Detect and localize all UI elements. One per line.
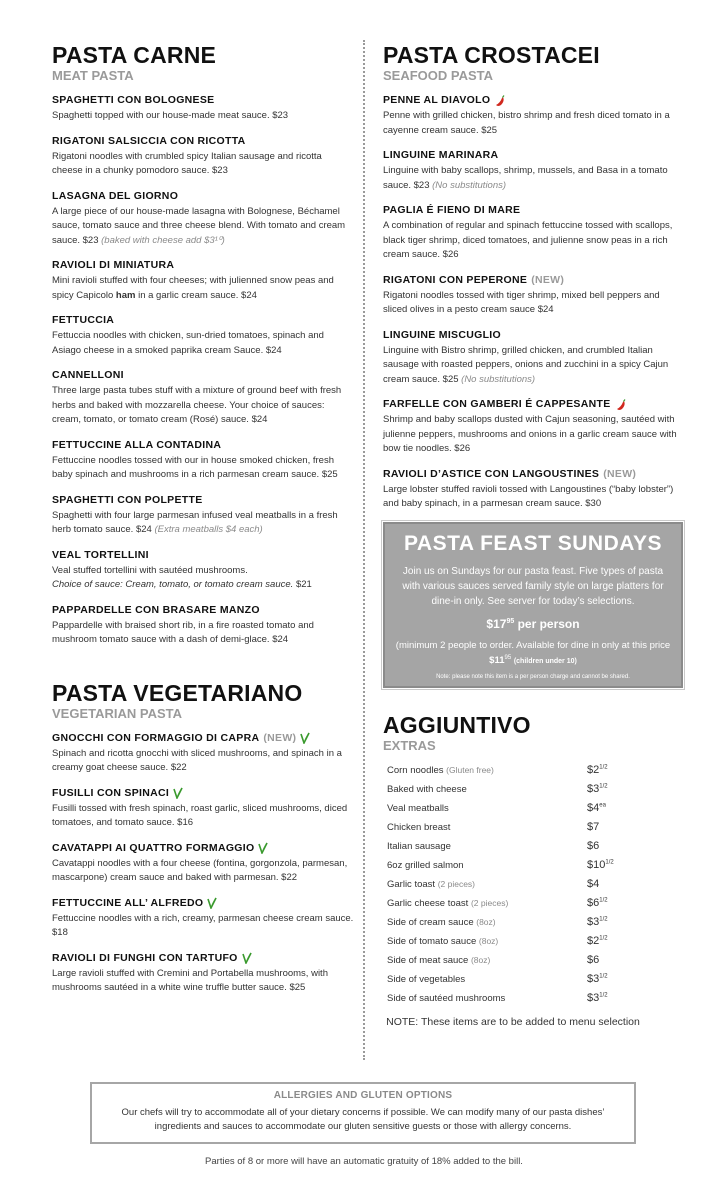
item-name: RAVIOLI DI MINIATURA	[52, 259, 175, 271]
extras-item-name	[387, 894, 587, 913]
extras-item-price	[587, 932, 627, 951]
section-subtitle-vegetariano: VEGETARIAN PASTA	[52, 705, 183, 721]
extras-row	[387, 818, 627, 837]
item-desc: Spaghetti topped with our house-made meat sauce. $23	[52, 110, 289, 121]
extras-row	[387, 780, 627, 799]
menu-item	[52, 896, 354, 941]
extras-item-label: 6oz grilled salmon	[387, 859, 464, 871]
extras-price-fraction: ea	[599, 802, 606, 809]
extras-price-dollars: $2	[587, 764, 600, 777]
extras-item-label: Veal meatballs	[387, 802, 449, 814]
feast-min-text: (minimum 2 people to order. Available for dine in only at this price	[395, 639, 671, 651]
extras-item-price	[587, 989, 627, 1008]
vegetarian-leaf-icon	[173, 787, 183, 799]
allergy-box	[90, 1082, 636, 1144]
menu-item	[52, 841, 354, 886]
extras-item-name	[387, 761, 587, 780]
extras-price-dollars: $6	[587, 897, 600, 910]
extras-row	[387, 989, 627, 1008]
extras-item-price	[587, 970, 627, 989]
item-desc-text: Spaghetti with four large parmesan infused veal meatballs in a fresh herb tomato sauce. $24	[52, 509, 338, 535]
item-name-row	[52, 951, 354, 966]
extras-price-dollars: $4	[587, 802, 600, 815]
right-column	[383, 42, 683, 1029]
extras-price-dollars: $6	[587, 840, 600, 853]
item-name-row	[52, 841, 354, 856]
extras-item-label: Side of vegetables	[387, 973, 466, 985]
item-desc-text: Veal stuffed tortellini with sautéed mushrooms.	[52, 564, 248, 576]
extras-row	[387, 970, 627, 989]
item-name: FUSILLI CON SPINACI	[52, 786, 170, 799]
extras-item-label: Chicken breast	[387, 821, 451, 833]
item-name: FETTUCCINE ALL’ ALFREDO	[52, 896, 204, 909]
extras-item-qualifier: (8oz)	[478, 935, 499, 946]
item-note: (No substitutions)	[461, 373, 536, 385]
extras-price-fraction: 1/2	[599, 935, 608, 942]
menu-item	[383, 328, 683, 388]
item-name: LINGUINE MISCUGLIO	[383, 328, 501, 341]
item-desc-bold: ham	[115, 289, 136, 301]
extras-item-label: Baked with cheese	[387, 783, 467, 795]
item-name-row	[52, 786, 354, 801]
menu-item	[52, 438, 354, 483]
menu-item	[383, 93, 683, 138]
spacer	[52, 658, 354, 680]
extras-item-label: Garlic toast	[387, 878, 436, 890]
extras-price-dollars: $3	[587, 783, 600, 796]
extras-table	[387, 761, 627, 1008]
menu-item	[383, 273, 683, 318]
extras-item-qualifier: (8oz)	[476, 916, 496, 927]
item-desc	[52, 564, 354, 593]
extras-item-label: Garlic cheese toast	[387, 897, 469, 909]
item-desc	[383, 344, 683, 388]
menu-item	[383, 397, 683, 457]
feast-child-text: (children under 10)	[513, 657, 577, 665]
item-name: SPAGHETTI CON POLPETTE	[52, 493, 203, 506]
extras-price-dollars: $6	[587, 954, 600, 967]
item-name: RAVIOLI DI FUNGHI CON TARTUFO	[52, 951, 238, 964]
section-title-vegetariano: PASTA VEGETARIANO	[52, 679, 303, 706]
extras-item-price	[587, 818, 627, 837]
extras-item-price	[587, 913, 627, 932]
feast-child-line	[387, 652, 679, 668]
extras-price-fraction: 1/2	[599, 764, 608, 771]
extras-item-price	[587, 780, 627, 799]
item-price: $21	[295, 579, 312, 590]
extras-item-label: Side of sautéed mushrooms	[387, 992, 506, 1004]
item-name: PENNE AL DIAVOLO	[383, 94, 491, 106]
item-desc	[52, 509, 354, 538]
pasta-feast-box	[383, 522, 683, 688]
item-desc-text: A large piece of our house-made lasagna with Bolognese, Béchamel sauce, tomato sauce and three cheese blend. With tomato and cream sauce. $23	[52, 205, 346, 246]
item-desc: Fettuccia noodles with chicken, sun-dried tomatoes, spinach and Asiago cheese in a smoked paprika cream Sauce. $24	[52, 330, 324, 356]
extras-row	[387, 837, 627, 856]
extras-item-price	[587, 951, 627, 970]
feast-note: Note: please note this item is a per person charge and cannot be shared.	[436, 673, 630, 680]
extras-item-price	[587, 799, 627, 818]
extras-item-name	[387, 837, 587, 856]
item-name: VEAL TORTELLINI	[52, 548, 149, 561]
section-title-extras: AGGIUNTIVO	[383, 711, 531, 738]
item-desc: Penne with grilled chicken, bistro shrimp and fresh diced tomato in a cayenne cream sauce. $25	[383, 110, 670, 136]
menu-item	[52, 93, 354, 124]
extras-item-label: Side of tomato sauce	[387, 935, 477, 947]
item-name: SPAGHETTI CON BOLOGNESE	[52, 94, 215, 106]
extras-price-dollars: $4	[587, 878, 600, 891]
vegetarian-leaf-icon	[300, 732, 310, 744]
item-desc: Pappardelle with braised short rib, in a fire roasted tomato and mushroom tomato sauce with a dash of demi-glace. $24	[52, 619, 314, 645]
item-name: CANNELLONI	[52, 369, 124, 381]
menu-item	[52, 951, 354, 996]
item-desc: Shrimp and baby scallops dusted with Cajun seasoning, sautéed with julienne peppers, mushrooms and onions in a garlic cream sauce with bow tie noodles. $26	[383, 414, 677, 454]
extras-price-dollars: $3	[587, 916, 600, 929]
item-name: FETTUCCIA	[52, 314, 115, 326]
item-name-row	[383, 397, 683, 412]
extras-price-fraction: 1/2	[599, 783, 608, 790]
extras-item-label: Side of meat sauce	[387, 954, 469, 966]
item-name: FETTUCCINE ALLA CONTADINA	[52, 438, 222, 451]
menu-item	[383, 203, 683, 263]
item-desc-text: Mini ravioli stuffed with four cheeses; with julienned snow peas and spicy Capicolo	[52, 275, 334, 301]
feast-price	[387, 617, 679, 631]
item-sauce-choice: Choice of sauce: Cream, tomato, or tomato cream sauce.	[52, 579, 294, 590]
item-desc: Three large pasta tubes stuff with a mixture of ground beef with fresh herbs and baked with mozzarella cheese. Your choice of sauces: cream, tomato, or tomato cream (Rosé) sauce. $24	[52, 385, 342, 425]
feast-minimum	[387, 639, 679, 668]
chili-pepper-icon	[615, 399, 627, 411]
extras-price-fraction: 1/2	[599, 916, 608, 923]
feast-title: PASTA FEAST SUNDAYS	[403, 531, 663, 555]
left-column	[52, 42, 354, 1006]
menu-item	[52, 313, 354, 358]
extras-price-dollars: $7	[587, 821, 600, 834]
item-name: LASAGNA DEL GIORNO	[52, 189, 179, 202]
extras-note: NOTE: These items are to be added to menu selection	[386, 1015, 640, 1028]
menu-item	[52, 368, 354, 428]
extras-row	[387, 856, 627, 875]
new-badge: (NEW)	[531, 273, 565, 286]
item-name: RIGATONI SALSICCIA CON RICOTTA	[52, 134, 246, 147]
item-desc-text: Linguine with baby scallops, shrimp, mussels, and Basa in a tomato sauce. $23	[383, 165, 668, 191]
extras-table-body	[387, 761, 627, 1008]
menu-item	[52, 603, 354, 648]
item-name-row	[383, 273, 683, 288]
extras-row	[387, 761, 627, 780]
vegetarian-leaf-icon	[207, 897, 217, 909]
item-name: PAPPARDELLE CON BRASARE MANZO	[52, 603, 260, 616]
extras-row	[387, 913, 627, 932]
item-desc	[52, 274, 354, 303]
extras-price-dollars: $2	[587, 935, 600, 948]
menu-item	[52, 258, 354, 303]
extras-item-name	[387, 856, 587, 875]
item-desc-line	[52, 578, 354, 593]
extras-item-qualifier: (2 pieces)	[470, 897, 509, 908]
menu-item	[52, 134, 354, 179]
extras-item-label: Side of cream sauce	[387, 916, 474, 928]
chili-pepper-icon	[494, 95, 506, 107]
menu-item	[383, 148, 683, 193]
extras-price-fraction: 1/2	[599, 992, 608, 999]
feast-child-price: $11	[489, 654, 505, 666]
vegetarian-leaf-icon	[258, 842, 268, 854]
item-name: GNOCCHI CON FORMAGGIO DI CAPRA	[52, 731, 260, 744]
extras-item-label: Corn noodles	[387, 764, 444, 776]
extras-item-name	[387, 970, 587, 989]
feast-price-dollars: $17	[486, 616, 507, 631]
item-desc: A combination of regular and spinach fettuccine tossed with scallops, black tiger shrimp, diced tomatoes, and julienne snow peas in a rich cream sauce. $26	[383, 220, 673, 260]
extras-price-dollars: $10	[587, 859, 606, 872]
item-desc: Rigatoni noodles with crumbled spicy Italian sausage and ricotta cheese in a chunky pomodoro sauce. $23	[52, 150, 322, 176]
item-name-row	[52, 731, 354, 746]
item-desc: Fettuccine noodles tossed with our in house smoked chicken, fresh baby spinach and mushrooms in a rich parmesan cream sauce. $25	[52, 454, 338, 480]
section-title-carne: PASTA CARNE	[52, 42, 217, 68]
extras-item-name	[387, 913, 587, 932]
extras-price-fraction: 1/2	[599, 973, 608, 980]
extras-item-qualifier: (8oz)	[470, 954, 491, 965]
item-name: PAGLIA É FIENO DI MARE	[383, 204, 521, 216]
extras-price-dollars: $3	[587, 992, 600, 1005]
extras-item-qualifier: (Gluten free)	[446, 764, 494, 775]
extras-price-dollars: $3	[587, 973, 600, 986]
item-name: RAVIOLI D’ASTICE CON LANGOUSTINES	[383, 467, 600, 480]
item-name: FARFELLE CON GAMBERI É CAPPESANTE	[383, 398, 611, 410]
item-name-row	[383, 93, 683, 108]
item-desc	[383, 164, 683, 193]
item-desc: Rigatoni noodles tossed with tiger shrimp, mixed bell peppers and sliced olives in a pesto cream sauce $24	[383, 289, 660, 315]
column-divider	[363, 40, 365, 1060]
menu-item	[52, 493, 354, 538]
extras-item-name	[387, 780, 587, 799]
item-desc: Large ravioli stuffed with Cremini and Portabella mushrooms, with mushrooms sautéed in a white wine truffle butter sauce. $25	[52, 967, 328, 993]
extras-price-fraction: 1/2	[605, 859, 614, 866]
item-desc: Spinach and ricotta gnocchi with sliced mushrooms, and spinach in a creamy goat cheese sauce. $22	[52, 747, 342, 773]
new-badge: (NEW)	[603, 467, 637, 480]
extras-row	[387, 951, 627, 970]
section-subtitle-crostacei: SEAFOOD PASTA	[383, 68, 494, 83]
item-desc	[52, 205, 354, 249]
item-name: RIGATONI CON PEPERONE	[383, 273, 528, 286]
vegetarian-leaf-icon	[242, 952, 252, 964]
item-name-row	[383, 467, 683, 482]
item-note: (No substitutions)	[432, 179, 507, 191]
feast-price-cents: 95	[506, 617, 515, 625]
item-desc: Fusilli tossed with fresh spinach, roast garlic, sliced mushrooms, diced tomatoes, and tomato sauce. $16	[52, 802, 348, 828]
section-title-crostacei: PASTA CROSTACEI	[383, 42, 600, 68]
item-name-row	[52, 896, 354, 911]
menu-item	[52, 189, 354, 249]
menu-item	[52, 731, 354, 776]
extras-item-name	[387, 989, 587, 1008]
allergy-body: Our chefs will try to accommodate all of your dietary concerns if possible. We can modify many of our pasta dishes’ ingredients and sauces to accommodate our gluten sensitive guests or those with allergy concerns.	[121, 1107, 605, 1132]
item-desc-text: in a garlic cream sauce. $24	[138, 289, 257, 301]
extras-item-name	[387, 818, 587, 837]
item-name: CAVATAPPI AI QUATTRO FORMAGGIO	[52, 841, 255, 854]
gratuity-note: Parties of 8 or more will have an automatic gratuity of 18% added to the bill.	[205, 1156, 523, 1167]
extras-item-price	[587, 894, 627, 913]
extras-item-qualifier: (2 pieces)	[437, 878, 476, 889]
menu-item	[52, 548, 354, 593]
extras-item-price	[587, 875, 627, 894]
item-note: (baked with cheese add $3¹⁰)	[101, 234, 225, 246]
item-desc: Cavatappi noodles with a four cheese (fontina, gorgonzola, parmesan, mascarpone) cream sauce and baked with parmesan. $22	[52, 857, 348, 883]
extras-row	[387, 932, 627, 951]
item-note: (Extra meatballs $4 each)	[154, 524, 263, 535]
extras-section	[383, 712, 683, 1029]
feast-desc: Join us on Sundays for our pasta feast. Five types of pasta with various sauces served family style on large platters for dine-in only. See server for today’s selections.	[402, 565, 664, 607]
extras-item-label: Italian sausage	[387, 840, 451, 852]
item-desc: Large lobster stuffed ravioli tossed with Langoustines (“baby lobster”) and baby spinach, in a parmesan cream sauce. $30	[383, 483, 674, 509]
extras-item-price	[587, 837, 627, 856]
extras-item-name	[387, 951, 587, 970]
item-desc: Fettuccine noodles with a rich, creamy, parmesan cheese cream sauce. $18	[52, 912, 354, 938]
extras-price-fraction: 1/2	[599, 897, 608, 904]
menu-item	[383, 467, 683, 512]
section-subtitle-carne: MEAT PASTA	[52, 68, 134, 83]
item-name: LINGUINE MARINARA	[383, 149, 499, 161]
extras-item-name	[387, 875, 587, 894]
new-badge: (NEW)	[263, 731, 297, 744]
section-subtitle-extras: EXTRAS	[383, 737, 436, 753]
feast-child-cents: 95	[504, 654, 512, 661]
extras-item-price	[587, 856, 627, 875]
feast-price-suffix: per person	[514, 616, 580, 631]
extras-row	[387, 894, 627, 913]
item-desc-text: Linguine with Bistro shrimp, grilled chicken, and crumbled Italian sausage with roasted peppers, onions and zucchini in a spicy Cajun cream sauce. $25	[383, 344, 669, 385]
menu-item	[52, 786, 354, 831]
extras-row	[387, 875, 627, 894]
extras-item-price	[587, 761, 627, 780]
allergy-title: ALLERGIES AND GLUTEN OPTIONS	[273, 1090, 453, 1101]
extras-item-name	[387, 932, 587, 951]
extras-row	[387, 799, 627, 818]
extras-item-name	[387, 799, 587, 818]
